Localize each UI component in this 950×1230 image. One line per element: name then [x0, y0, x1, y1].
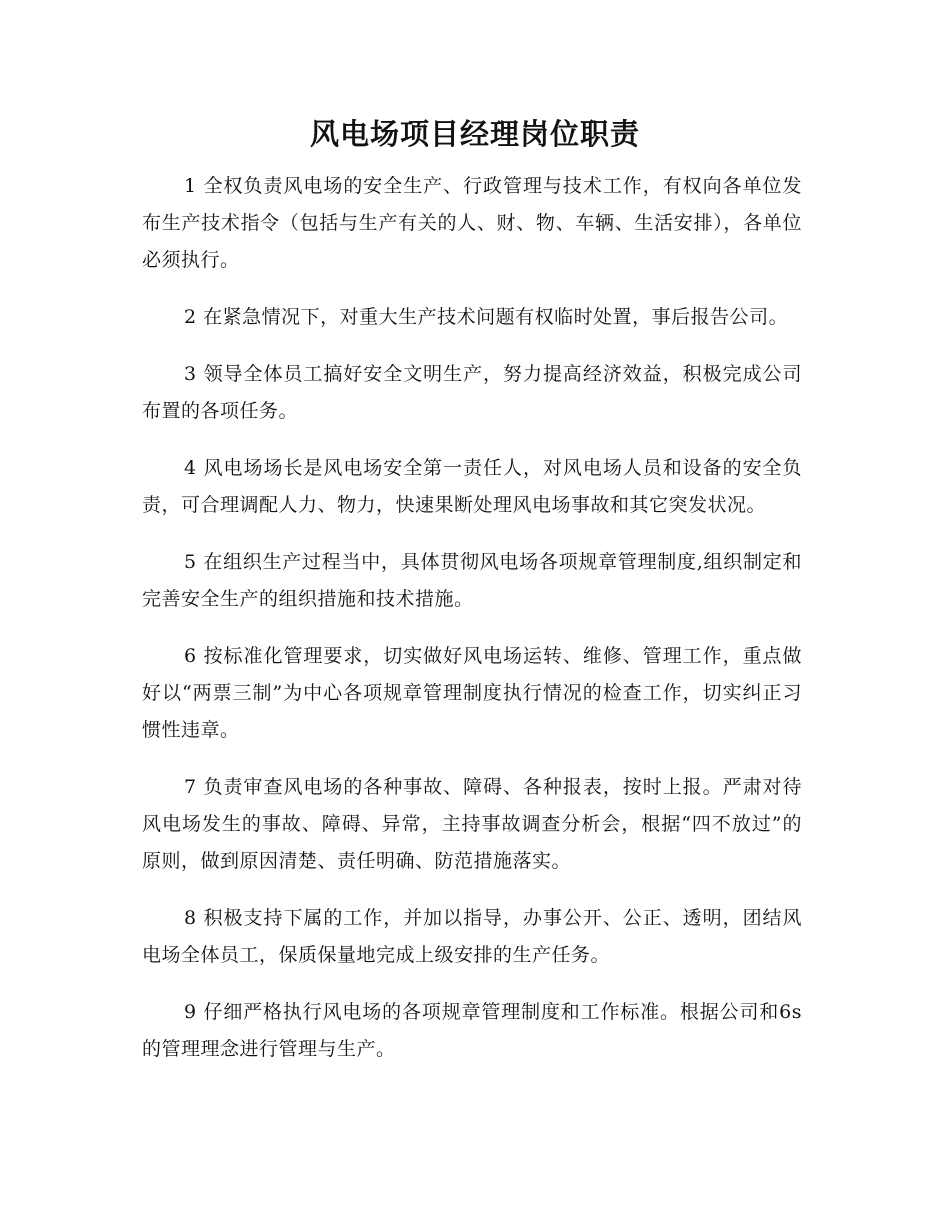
paragraph-4: 4 风电场场长是风电场安全第一责任人，对风电场人员和设备的安全负责，可合理调配人力、物力，快速果断处理风电场事故和其它突发状况。 [142, 457, 802, 516]
paragraph-1: 1 全权负责风电场的安全生产、行政管理与技术工作，有权向各单位发布生产技术指令（包括与生产有关的人、财、物、车辆、生活安排），各单位必须执行。 [142, 175, 802, 271]
paragraph-9: 9 仔细严格执行风电场的各项规章管理制度和工作标准。根据公司和6s的管理理念进行管理与生产。 [142, 1001, 802, 1060]
paragraph-2: 2 在紧急情况下，对重大生产技术问题有权临时处置，事后报告公司。 [184, 306, 789, 328]
paragraph-7: 7 负责审查风电场的各种事故、障碍、各种报表，按时上报。严肃对待风电场发生的事故、障碍、异常，主持事故调查分析会，根据“四不放过”的原则，做到原因清楚、责任明确、防范措施落实。 [142, 776, 802, 872]
paragraph-6: 6 按标准化管理要求，切实做好风电场运转、维修、管理工作，重点做好以“两票三制”为中心各项规章管理制度执行情况的检查工作，切实纠正习惯性违章。 [142, 645, 802, 741]
paragraph-8: 8 积极支持下属的工作，并加以指导，办事公开、公正、透明，团结风电场全体员工，保质保量地完成上级安排的生产任务。 [142, 907, 802, 966]
paragraph-3: 3 领导全体员工搞好安全文明生产，努力提高经济效益，积极完成公司布置的各项任务。 [142, 363, 802, 422]
document-body [142, 168, 802, 1088]
paragraph-5: 5 在组织生产过程当中，具体贯彻风电场各项规章管理制度,组织制定和完善安全生产的组织措施和技术措施。 [142, 551, 802, 610]
document-title: 风电场项目经理岗位职责 [309, 117, 640, 151]
